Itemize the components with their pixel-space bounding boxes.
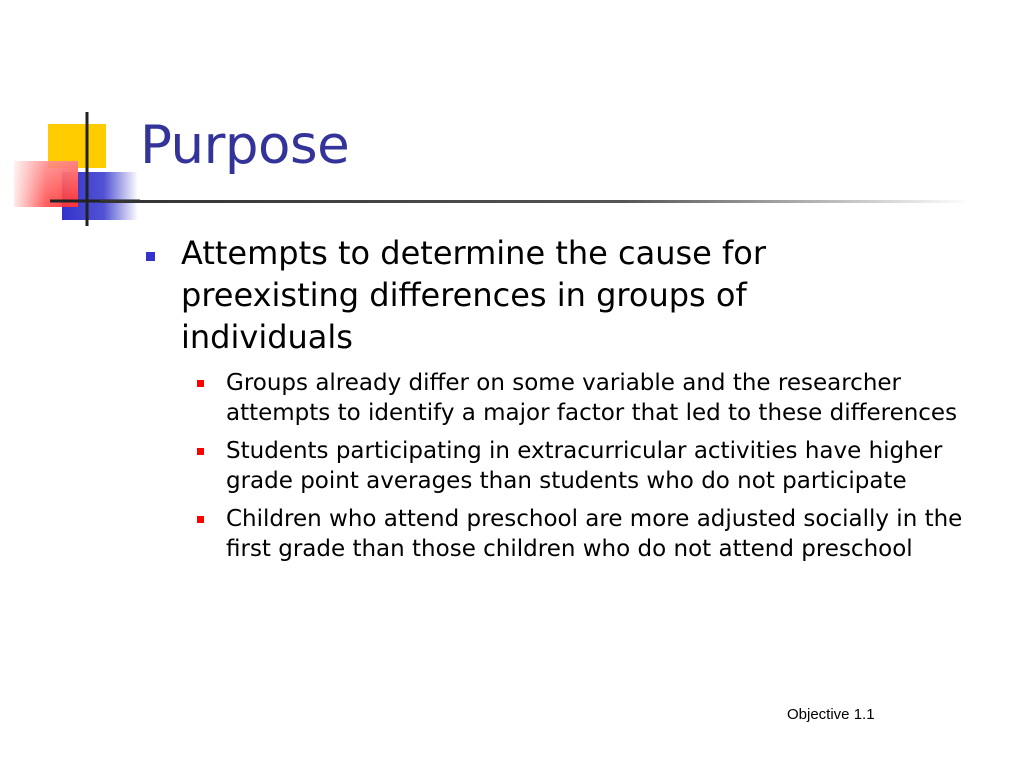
sub-bullet-marker — [197, 380, 204, 387]
main-bullet: Attempts to determine the cause for preexisting differences in groups of individuals — [181, 234, 767, 356]
objective-footer: Objective 1.1 — [787, 706, 875, 723]
sub-bullet-text: Children who attend preschool are more adjusted socially in the first grade than those children who do not attend preschool — [226, 506, 963, 562]
decorative-squares — [0, 0, 140, 230]
sub-bullet-list — [226, 368, 996, 572]
title-divider — [100, 200, 970, 203]
sub-bullet-item — [226, 436, 996, 496]
sub-bullet-item — [226, 368, 996, 428]
sub-bullet-item — [226, 504, 996, 564]
bullet-marker — [146, 252, 155, 261]
sub-bullet-marker — [197, 448, 204, 455]
sub-bullet-text: Groups already differ on some variable and the researcher attempts to identify a major factor that led to these differences — [226, 370, 958, 426]
slide-title: Purpose — [140, 115, 350, 176]
sub-bullet-text: Students participating in extracurricular activities have higher grade point averages than students who do not participate — [226, 438, 943, 494]
sub-bullet-marker — [197, 516, 204, 523]
